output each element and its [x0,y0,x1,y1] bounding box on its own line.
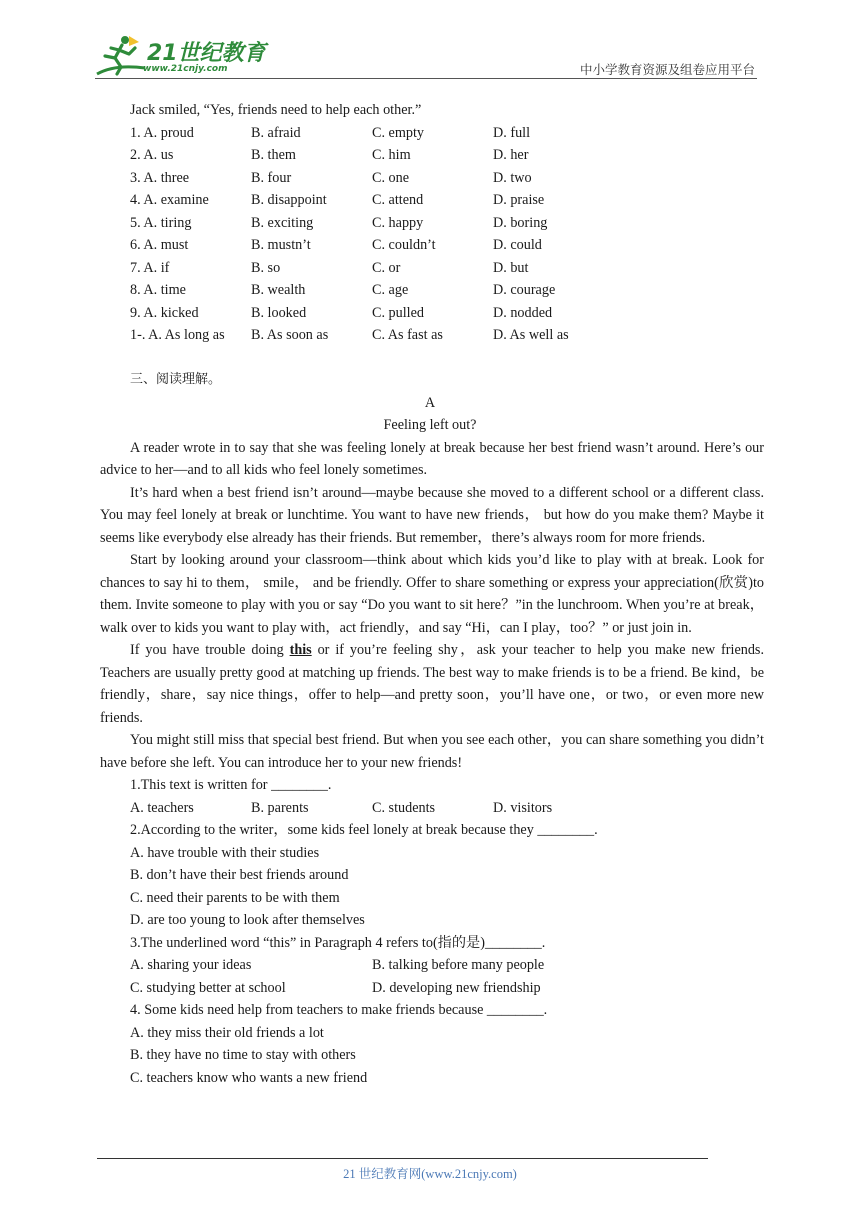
paragraph-4-start: If you have trouble doing [130,642,290,658]
cloze-row [130,324,764,347]
option-d: D. praise [493,192,545,208]
question-4: 4. Some kids need help from teachers to make friends because ________. [130,1002,548,1018]
page-footer: 21 世纪教育网(www.21cnjy.com) [343,1167,517,1181]
option-c: C. students [372,799,436,816]
option-b: B. disappoint [251,192,327,208]
cloze-row [130,234,764,257]
paragraph-5: You might still miss that special best friend. But when you see each other，you can share something you didn’t have before she left. You can introduce her to your new friends! [100,732,764,771]
option-c: C. him [372,147,411,163]
option-b: B. As soon as [251,327,329,343]
intro-line: Jack smiled, “Yes, friends need to help each other.” [130,102,422,118]
option-a: A. they miss their old friends a lot [130,1024,324,1041]
option-b: B. them [251,147,296,163]
option-c: C. one [372,169,410,186]
option-a: A. sharing your ideas [130,957,252,973]
option-d: D. her [493,147,529,163]
header-divider [95,78,757,79]
option-b: B. they have no time to stay with others [130,1047,356,1063]
option-a: 1. A. proud [130,124,194,141]
option-a: 7. A. if [130,259,170,276]
option-b: B. wealth [251,282,306,298]
option-a: 5. A. tiring [130,214,192,231]
option-d: D. courage [493,282,556,298]
paragraph-1: A reader wrote in to say that she was feeling lonely at break because her best friend wasn’t around. Here’s our advice to her—and to all kids who feel lonely sometimes. [100,439,764,478]
cloze-options-table [130,122,764,347]
option-c: C. age [372,282,409,298]
cloze-row [130,122,764,145]
option-a: 3. A. three [130,169,190,186]
option-a: 6. A. must [130,237,189,253]
paragraph-2: It’s hard when a best friend isn’t around—maybe because she moved to a different school or a different class. You may feel lonely at break or lunchtime. You want to have new friends， but how do you make them? Maybe it seems like everybody else already has their friends. But remember，there’s always room for more friends. [100,484,764,546]
option-c: C. teachers know who wants a new friend [130,1069,368,1086]
option-a: 9. A. kicked [130,304,199,321]
page-header [0,0,860,80]
option-c: C. pulled [372,304,425,321]
option-c: C. studying better at school [130,979,286,996]
option-a: 4. A. examine [130,192,209,208]
option-c: C. or [372,259,401,276]
option-d: D. full [493,124,531,141]
option-c: C. attend [372,192,424,208]
option-b: B. exciting [251,214,314,231]
passage-body [100,437,764,775]
paragraph-4 [100,639,764,729]
option-c: C. need their parents to be with them [130,889,340,906]
question-3: 3.The underlined word “this” in Paragraph 4 refers to(指的是)________. [130,934,546,951]
underlined-word: this [289,642,312,658]
option-d: D. two [493,169,532,186]
document-body [100,99,764,1089]
option-b: B. so [251,259,281,276]
option-d: D. boring [493,214,548,231]
option-c: C. happy [372,214,424,231]
footer-divider [97,1158,708,1159]
site-logo [95,34,265,78]
cloze-row [130,189,764,212]
option-d: D. are too young to look after themselves [130,912,365,928]
option-b: B. looked [251,304,307,321]
option-d: D. visitors [493,799,553,816]
paragraph-3: Start by looking around your classroom—think about which kids you’d like to play with at break. Look for chances to say hi to them， smile， and be friendly. Offer to share something or express your appreciation(欣赏)to them. Invite someone to play with you or say “Do you want to sit here？”in the lunchroom. When you’re at break，walk over to kids you want to play with，act friendly，and say “Hi，can I play，too？” or just join in. [100,552,764,636]
question-1: 1.This text is written for ________. [130,777,332,793]
question-1-options [130,797,764,820]
question-2: 2.According to the writer，some kids feel lonely at break because they ________. [130,822,598,838]
option-b: B. afraid [251,124,301,141]
cloze-row [130,257,764,280]
option-a: A. have trouble with their studies [130,844,320,861]
option-a: A. teachers [130,799,194,816]
option-a: 1-. A. As long as [130,327,225,343]
paragraph-4-end: or if you’re feeling shy，ask your teacher to help you make new friends. Teachers are usually pretty good at matching up friends. The best way to make friends is to be a friend. Be kind，be friendly，share，say nice things，offer to help—and pretty soon，you’ll have one，or two，or even more new friends. [100,642,764,726]
option-a: 8. A. time [130,282,186,298]
cloze-row [130,212,764,235]
option-b: B. mustn’t [251,237,311,253]
option-c: C. As fast as [372,327,443,343]
platform-name: 中小学教育资源及组卷应用平台 [579,62,755,77]
option-a: 2. A. us [130,147,174,163]
question-3-options-row [130,954,764,977]
runner-logo-icon [95,34,147,78]
option-d: D. but [493,259,529,276]
logo-url: www.21cnjy.com [143,64,228,74]
option-d: D. could [493,237,542,253]
option-d: D. As well as [493,327,569,343]
cloze-row [130,167,764,190]
option-b: B. talking before many people [372,957,545,973]
cloze-row [130,302,764,325]
cloze-row [130,279,764,302]
option-b: B. four [251,169,292,186]
cloze-row [130,144,764,167]
passage-letter: A [424,394,436,411]
section-title: 三、阅读理解。 [130,372,222,387]
option-b: B. don’t have their best friends around [130,867,349,883]
option-c: C. couldn’t [372,237,436,253]
question-3-options-row [130,977,764,1000]
logo-text: 21世纪教育 [147,41,266,66]
option-d: D. developing new friendship [372,979,541,996]
questions [130,774,764,1089]
option-b: B. parents [251,799,309,816]
option-c: C. empty [372,124,425,141]
passage-title: Feeling left out? [383,417,477,433]
option-d: D. nodded [493,304,553,321]
